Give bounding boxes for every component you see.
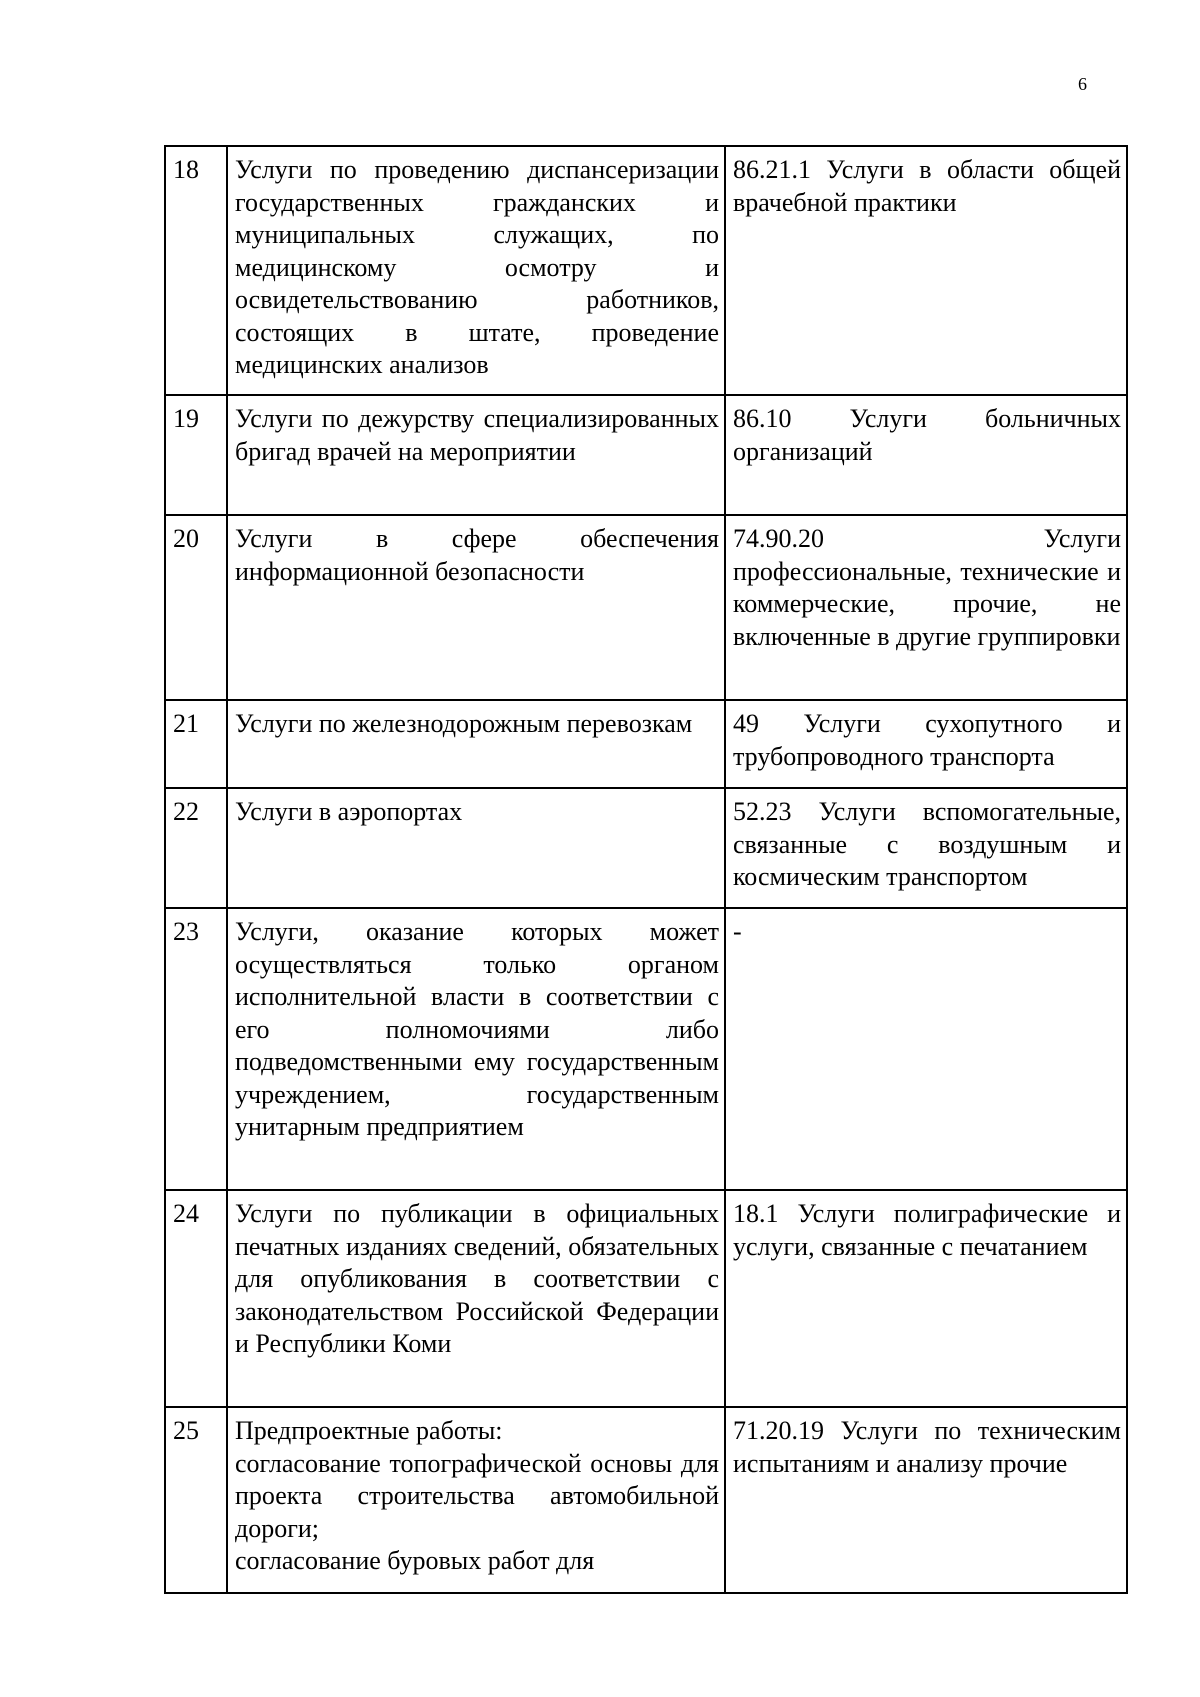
row-number: 24: [165, 1190, 227, 1407]
okpd-code-description: 86.10 Услуги больничных организаций: [725, 395, 1127, 515]
service-description: Услуги по публикации в официальных печатных изданиях сведений, обязательных для опубликования в соответствии с законодательством Российской Федерации и Республики Коми: [227, 1190, 725, 1407]
table-row: [165, 788, 1127, 908]
table-row: [165, 395, 1127, 515]
table-row: [165, 515, 1127, 700]
page-number: 6: [1078, 74, 1087, 94]
service-description: [227, 1407, 725, 1593]
okpd-code-description: 71.20.19 Услуги по техническим испытаниям и анализу прочие: [725, 1407, 1127, 1593]
okpd-code-description: 18.1 Услуги полиграфические и услуги, связанные с печатанием: [725, 1190, 1127, 1407]
description-line: согласование буровых работ для: [235, 1546, 595, 1575]
table-row: [165, 1407, 1127, 1593]
service-description: Услуги в аэропортах: [227, 788, 725, 908]
service-description: Услуги по проведению диспансеризации государственных гражданских и муниципальных служащих, по медицинскому осмотру и освидетельствованию работников, состоящих в штате, проведение медицинских анализов: [227, 146, 725, 395]
okpd-code-description: 74.90.20 Услуги профессиональные, технические и коммерческие, прочие, не включенные в другие группировки: [725, 515, 1127, 700]
table-row: [165, 908, 1127, 1190]
table-row: [165, 1190, 1127, 1407]
row-number: 21: [165, 700, 227, 788]
okpd-code-description: 49 Услуги сухопутного и трубопроводного транспорта: [725, 700, 1127, 788]
row-number: 25: [165, 1407, 227, 1593]
row-number: 19: [165, 395, 227, 515]
row-number: 22: [165, 788, 227, 908]
row-number: 23: [165, 908, 227, 1190]
description-line: Предпроектные работы:: [235, 1416, 503, 1445]
services-table: [164, 145, 1128, 1594]
service-description: Услуги по железнодорожным перевозкам: [227, 700, 725, 788]
table-row: [165, 146, 1127, 395]
service-description: Услуги в сфере обеспечения информационной безопасности: [227, 515, 725, 700]
table-row: [165, 700, 1127, 788]
description-line: согласование топографической основы для проекта строительства автомобильной дороги;: [235, 1448, 719, 1543]
service-description: Услуги, оказание которых может осуществляться только органом исполнительной власти в соответствии с его полномочиями либо подведомственными ему государственным учреждением, государственным унитарным предприятием: [227, 908, 725, 1190]
service-description: Услуги по дежурству специализированных бригад врачей на мероприятии: [227, 395, 725, 515]
okpd-code-description: 86.21.1 Услуги в области общей врачебной практики: [725, 146, 1127, 395]
okpd-code-description: -: [725, 908, 1127, 1190]
row-number: 20: [165, 515, 227, 700]
okpd-code-description: 52.23 Услуги вспомогательные, связанные с воздушным и космическим транспортом: [725, 788, 1127, 908]
row-number: 18: [165, 146, 227, 395]
